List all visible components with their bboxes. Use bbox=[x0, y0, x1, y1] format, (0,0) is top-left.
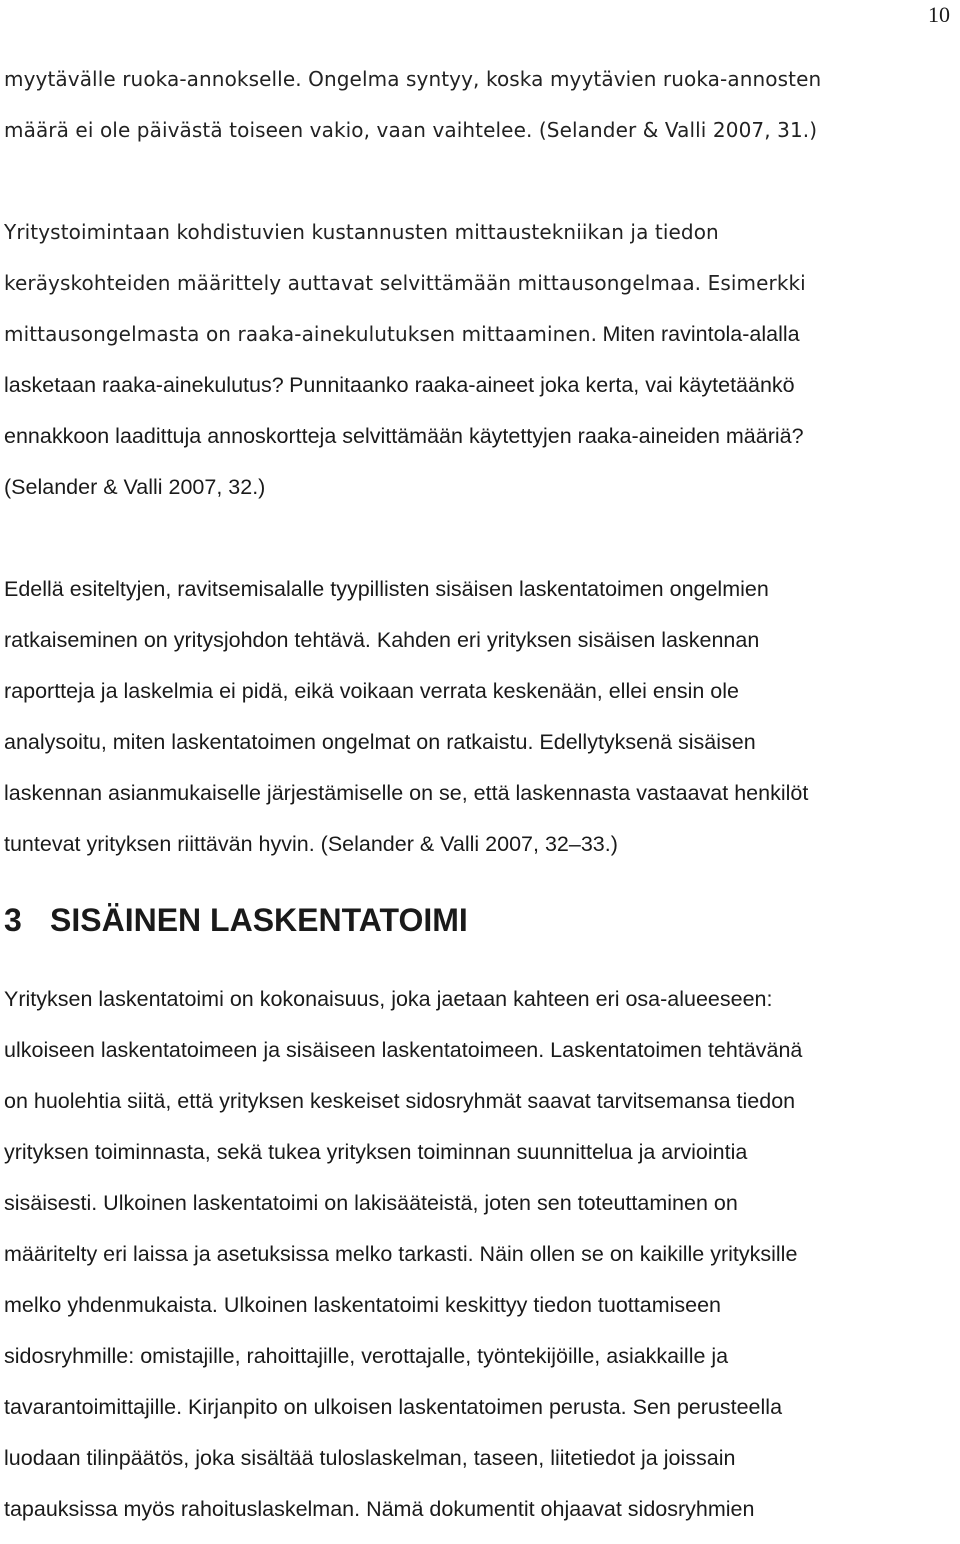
paragraph-line bbox=[4, 360, 954, 411]
section-title: SISÄINEN LASKENTATOIMI bbox=[50, 902, 468, 938]
paragraph-line: Edellä esiteltyjen, ravitsemisalalle tyypillisten sisäisen laskentatoimen ongelmien bbox=[4, 577, 769, 601]
paragraph-line: Yritystoimintaan kohdistuvien kustannusten mittaustekniikan ja tiedon bbox=[4, 220, 719, 244]
paragraph-line: (Selander & Valli 2007, 32.) bbox=[4, 475, 266, 499]
paragraph-line: analysoitu, miten laskentatoimen ongelmat on ratkaistu. Edellytyksenä sisäisen bbox=[4, 730, 756, 754]
paragraph-line: keräyskohteiden määrittely auttavat selvittämään mittausongelmaa. Esimerkki bbox=[4, 271, 806, 295]
paragraph-line: laskennan asianmukaiselle järjestämiselle on se, että laskennasta vastaavat henkilöt bbox=[4, 781, 809, 805]
paragraph-line: sisäisesti. Ulkoinen laskentatoimi on lakisääteistä, joten sen toteuttaminen on bbox=[4, 1191, 738, 1215]
section-heading bbox=[4, 870, 954, 974]
paragraph-line: myytävälle ruoka-annokselle. Ongelma syntyy, koska myytävien ruoka-annosten bbox=[4, 67, 822, 91]
paragraph-line: ratkaiseminen on yritysjohdon tehtävä. Kahden eri yrityksen sisäisen laskennan bbox=[4, 628, 760, 652]
paragraph-line: on huolehtia siitä, että yrityksen keskeiset sidosryhmät saavat tarvitsemansa tiedon bbox=[4, 1089, 796, 1113]
paragraph-line: yrityksen toiminnasta, sekä tukea yrityksen toiminnan suunnittelua ja arviointia bbox=[4, 1140, 748, 1164]
paragraph-line: sidosryhmille: omistajille, rahoittajille, verottajalle, työntekijöille, asiakkaille ja bbox=[4, 1344, 729, 1368]
paragraph-line: määritelty eri laissa ja asetuksissa melko tarkasti. Näin ollen se on kaikille yrityksille bbox=[4, 1242, 798, 1266]
paragraph-line: raportteja ja laskelmia ei pidä, eikä voikaan verrata keskenään, ellei ensin ole bbox=[4, 679, 739, 703]
text-run: Miten ravintola-alalla bbox=[602, 322, 800, 346]
paragraph-line: melko yhdenmukaista. Ulkoinen laskentatoimi keskittyy tiedon tuottamiseen bbox=[4, 1293, 722, 1317]
section-number: 3 bbox=[4, 902, 22, 938]
document-body bbox=[4, 54, 954, 1535]
paragraph-line: tavarantoimittajille. Kirjanpito on ulkoisen laskentatoimen perusta. Sen perusteella bbox=[4, 1395, 783, 1419]
paragraph-line: tuntevat yrityksen riittävän hyvin. (Selander & Valli 2007, 32–33.) bbox=[4, 832, 618, 856]
paragraph-line: tapauksissa myös rahoituslaskelman. Nämä dokumentit ohjaavat sidosryhmien bbox=[4, 1497, 755, 1521]
paragraph-line: ulkoiseen laskentatoimeen ja sisäiseen laskentatoimeen. Laskentatoimen tehtävänä bbox=[4, 1038, 803, 1062]
text-run: mittausongelmasta on raaka-ainekulutuksen mittaaminen. bbox=[4, 322, 598, 346]
paragraph-line: määrä ei ole päivästä toiseen vakio, vaan vaihtelee. (Selander & Valli 2007, 31.) bbox=[4, 118, 818, 142]
paragraph-line bbox=[4, 309, 954, 360]
paragraph-line: Yrityksen laskentatoimi on kokonaisuus, joka jaetaan kahteen eri osa-alueeseen: bbox=[4, 987, 773, 1011]
paragraph-line: luodaan tilinpäätös, joka sisältää tuloslaskelman, taseen, liitetiedot ja joissain bbox=[4, 1446, 736, 1470]
paragraph-line: ennakkoon laadittuja annoskortteja selvittämään käytettyjen raaka-aineiden määriä? bbox=[4, 424, 804, 448]
text-run: lasketaan raaka-ainekulutus? bbox=[4, 373, 284, 397]
page-number: 10 bbox=[928, 2, 950, 27]
text-run: Punnitaanko raaka-aineet joka kerta, vai käytetäänkö bbox=[289, 373, 795, 397]
